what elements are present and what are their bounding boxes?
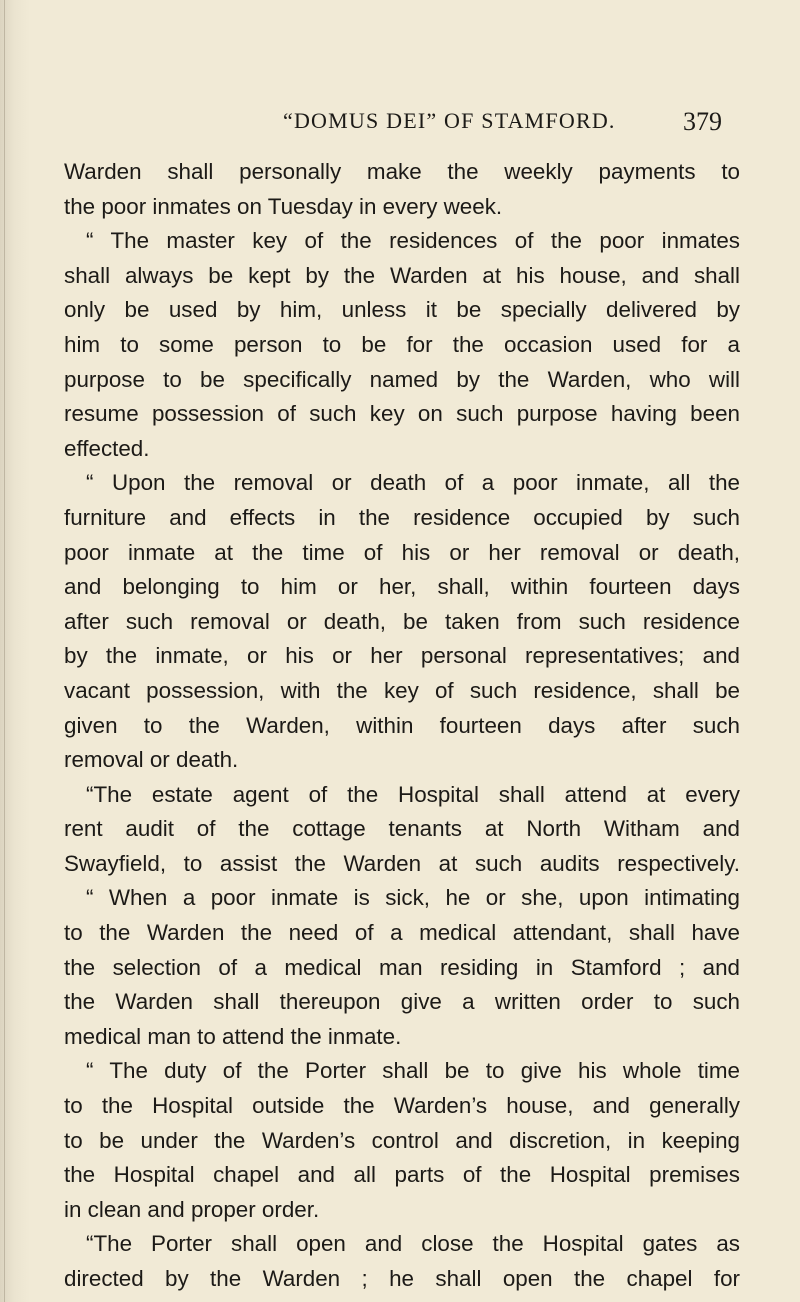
text-line: the Warden shall thereupon give a written order to such bbox=[64, 989, 740, 1015]
text-line: to the Hospital outside the Warden’s house, and generally bbox=[64, 1093, 740, 1119]
text-line: to the Warden the need of a medical attendant, shall have bbox=[64, 920, 740, 946]
running-title: “DOMUS DEI” OF STAMFORD. bbox=[283, 108, 616, 133]
text-line: Swayfield, to assist the Warden at such audits respectively. bbox=[64, 850, 740, 876]
text-line: only be used by him, unless it be specially delivered by bbox=[64, 297, 740, 323]
text-line: “The estate agent of the Hospital shall attend at every bbox=[86, 781, 740, 807]
page-number: 379 bbox=[683, 107, 722, 136]
text-line: “ When a poor inmate is sick, he or she, upon intimating bbox=[86, 885, 740, 911]
text-line: the selection of a medical man residing in Stamford ; and bbox=[64, 954, 740, 980]
text-line: shall always be kept by the Warden at his house, and shall bbox=[64, 262, 740, 288]
text-line: “The Porter shall open and close the Hospital gates as bbox=[86, 1231, 740, 1257]
page-gutter-edge bbox=[4, 0, 5, 1302]
text-line: furniture and effects in the residence occupied by such bbox=[64, 504, 740, 530]
text-line: vacant possession, with the key of such residence, shall be bbox=[64, 677, 740, 703]
running-head bbox=[0, 96, 800, 136]
text-line: directed by the Warden ; he shall open the chapel for bbox=[64, 1266, 740, 1291]
text-line: Warden shall personally make the weekly payments to bbox=[64, 159, 740, 184]
text-line: to be under the Warden’s control and discretion, in keeping bbox=[64, 1127, 740, 1153]
text-line: “ The master key of the residences of the poor inmates bbox=[86, 228, 740, 254]
body-text bbox=[64, 155, 740, 1297]
text-line: after such removal or death, be taken from such residence bbox=[64, 608, 740, 634]
text-line: the Hospital chapel and all parts of the Hospital premises bbox=[64, 1162, 740, 1188]
text-line: in clean and proper order. bbox=[64, 1196, 320, 1222]
text-line: rent audit of the cottage tenants at North Witham and bbox=[64, 816, 740, 842]
text-line: by the inmate, or his or her personal representatives; and bbox=[64, 643, 740, 669]
text-line: resume possession of such key on such purpose having been bbox=[64, 401, 740, 427]
text-line: the poor inmates on Tuesday in every week. bbox=[64, 193, 503, 219]
text-line: “ Upon the removal or death of a poor inmate, all the bbox=[86, 470, 740, 496]
text-line: “ The duty of the Porter shall be to give his whole time bbox=[86, 1058, 740, 1084]
text-line: effected. bbox=[64, 435, 150, 461]
text-line: given to the Warden, within fourteen days after such bbox=[64, 712, 740, 738]
text-line: removal or death. bbox=[64, 747, 239, 773]
text-line: medical man to attend the inmate. bbox=[64, 1023, 402, 1049]
text-line: purpose to be specifically named by the Warden, who will bbox=[64, 366, 740, 392]
text-line: him to some person to be for the occasion used for a bbox=[64, 331, 740, 357]
text-line: and belonging to him or her, shall, within fourteen days bbox=[64, 574, 740, 600]
text-line: poor inmate at the time of his or her removal or death, bbox=[64, 539, 740, 565]
